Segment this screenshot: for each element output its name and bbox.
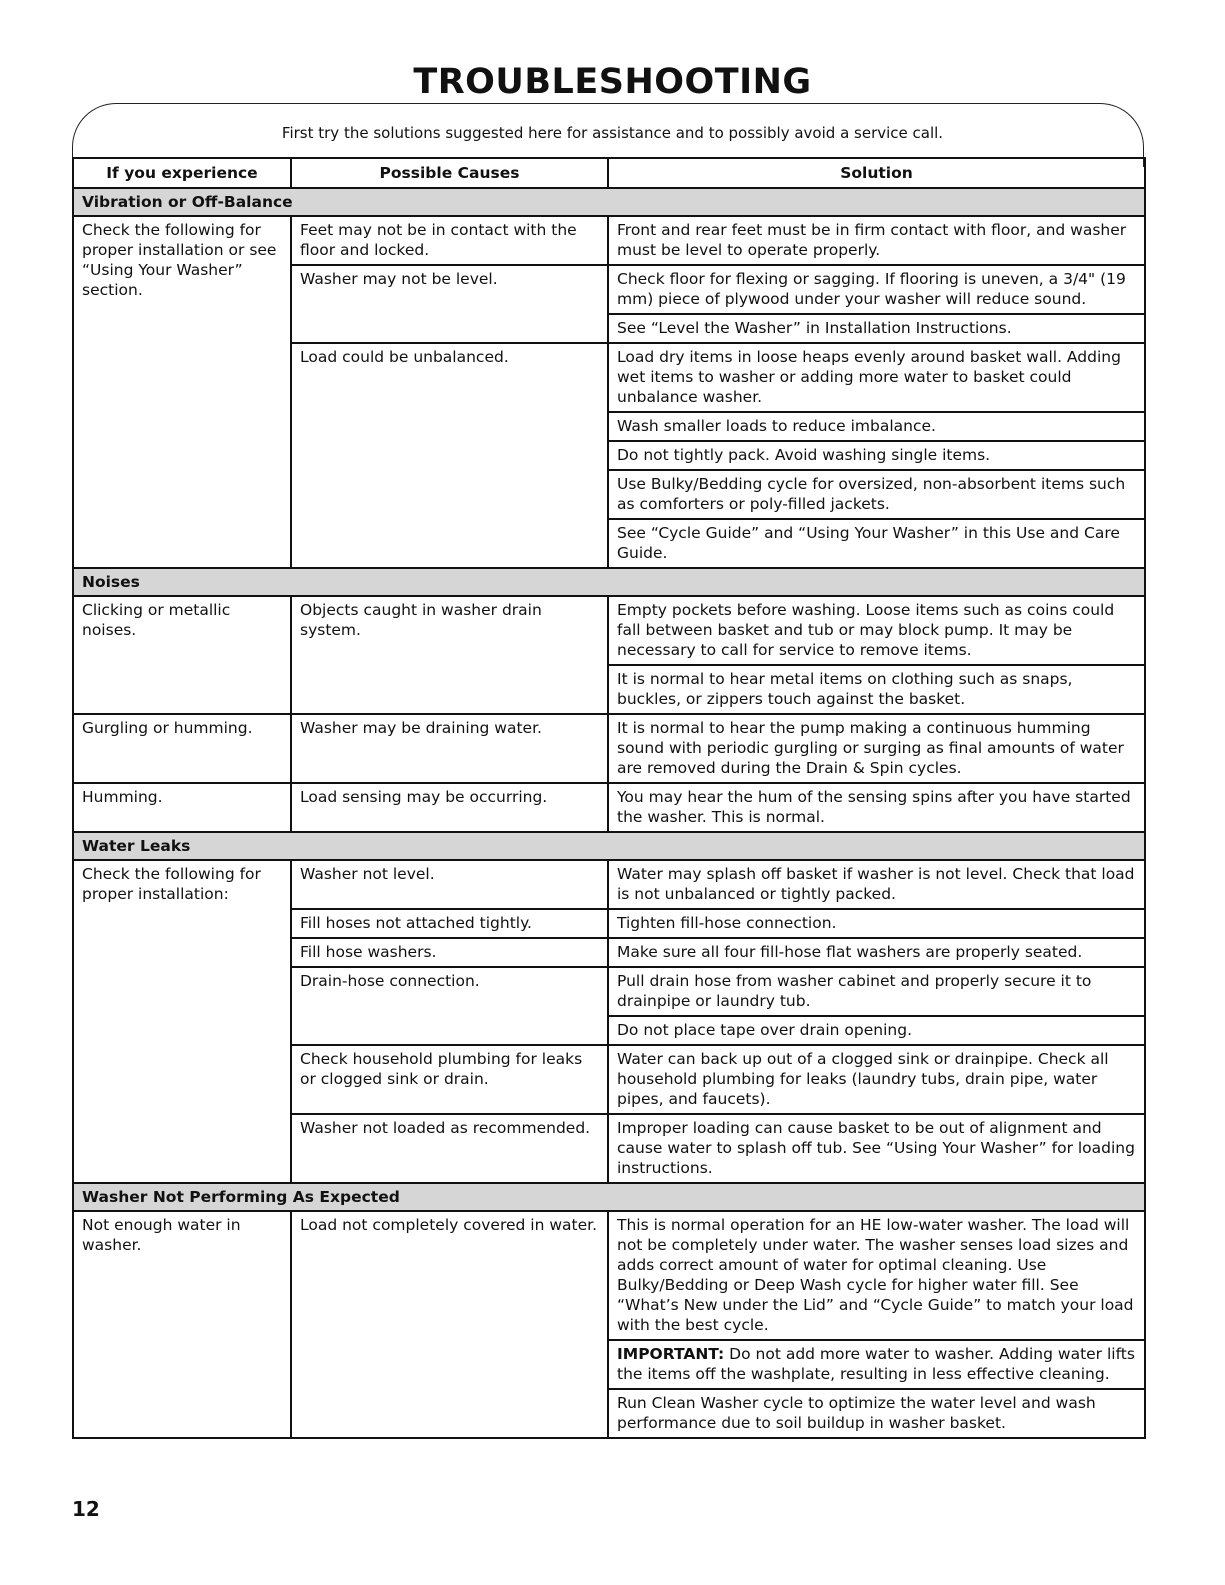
- problem-cell: Not enough water in washer.: [73, 1211, 291, 1438]
- table-row: [73, 783, 1145, 832]
- solution-cell: Water may splash off basket if washer is not level. Check that load is not unbalanced or tightly packed.: [608, 860, 1145, 909]
- table-row: [73, 860, 1145, 909]
- solution-cell: Use Bulky/Bedding cycle for oversized, non-absorbent items such as comforters or poly-filled jackets.: [608, 470, 1145, 519]
- solution-text: Do not add more water to washer. Adding water lifts the items off the washplate, resulting in less effective cleaning.: [617, 1345, 1135, 1383]
- solution-cell: It is normal to hear metal items on clothing such as snaps, buckles, or zippers touch against the basket.: [608, 665, 1145, 714]
- problem-cell: Check the following for proper installation or see “Using Your Washer” section.: [73, 216, 291, 568]
- section-title: Water Leaks: [73, 832, 1145, 860]
- solution-cell: See “Level the Washer” in Installation Instructions.: [608, 314, 1145, 343]
- cause-cell: Washer not level.: [291, 860, 608, 909]
- cause-cell: Drain-hose connection.: [291, 967, 608, 1045]
- section-row: [73, 832, 1145, 860]
- table-row: [73, 596, 1145, 665]
- cause-cell: Load could be unbalanced.: [291, 343, 608, 568]
- solution-cell: This is normal operation for an HE low-water washer. The load will not be completely under water. The washer senses load sizes and adds correct amount of water for optimal cleaning. Use Bulky/Bedding or Deep Wash cycle for higher water fill. See “What’s New under the Lid” and “Cycle Guide” to match your load with the best cycle.: [608, 1211, 1145, 1340]
- section-title: Vibration or Off-Balance: [73, 188, 1145, 216]
- intro-text: First try the solutions suggested here for assistance and to possibly avoid a service call.: [281, 124, 944, 142]
- section-title: Noises: [73, 568, 1145, 596]
- solution-cell: You may hear the hum of the sensing spins after you have started the washer. This is normal.: [608, 783, 1145, 832]
- section-row: [73, 1183, 1145, 1211]
- solution-cell: Make sure all four fill-hose flat washers are properly seated.: [608, 938, 1145, 967]
- problem-cell: Check the following for proper installation:: [73, 860, 291, 1183]
- solution-cell: Wash smaller loads to reduce imbalance.: [608, 412, 1145, 441]
- page-title: TROUBLESHOOTING: [413, 62, 812, 102]
- solution-cell: Check floor for flexing or sagging. If flooring is uneven, a 3/4" (19 mm) piece of plywood under your washer will reduce sound.: [608, 265, 1145, 314]
- header-solution: Solution: [608, 158, 1145, 188]
- solution-cell: Front and rear feet must be in firm contact with floor, and washer must be level to operate properly.: [608, 216, 1145, 265]
- table-row: [73, 1211, 1145, 1340]
- cause-cell: Feet may not be in contact with the floor and locked.: [291, 216, 608, 265]
- cause-cell: Washer not loaded as recommended.: [291, 1114, 608, 1183]
- solution-cell: See “Cycle Guide” and “Using Your Washer” in this Use and Care Guide.: [608, 519, 1145, 568]
- header-row: [73, 158, 1145, 188]
- problem-cell: Humming.: [73, 783, 291, 832]
- section-row: [73, 568, 1145, 596]
- solution-cell: Tighten fill-hose connection.: [608, 909, 1145, 938]
- table-row: [73, 216, 1145, 265]
- solution-cell: Do not place tape over drain opening.: [608, 1016, 1145, 1045]
- solution-cell: It is normal to hear the pump making a continuous humming sound with periodic gurgling or surging as final amounts of water are removed during the Drain & Spin cycles.: [608, 714, 1145, 783]
- solution-cell: Water can back up out of a clogged sink or drainpipe. Check all household plumbing for leaks (laundry tubs, drain pipe, water pipes, and faucets).: [608, 1045, 1145, 1114]
- solution-cell: [608, 1340, 1145, 1389]
- section-title: Washer Not Performing As Expected: [73, 1183, 1145, 1211]
- cause-cell: Washer may be draining water.: [291, 714, 608, 783]
- solution-cell: Pull drain hose from washer cabinet and properly secure it to drainpipe or laundry tub.: [608, 967, 1145, 1016]
- section-row: [73, 188, 1145, 216]
- header-causes: Possible Causes: [291, 158, 608, 188]
- solution-cell: Improper loading can cause basket to be out of alignment and cause water to splash off tub. See “Using Your Washer” for loading instructions.: [608, 1114, 1145, 1183]
- cause-cell: Check household plumbing for leaks or clogged sink or drain.: [291, 1045, 608, 1114]
- cause-cell: Fill hoses not attached tightly.: [291, 909, 608, 938]
- cause-cell: Washer may not be level.: [291, 265, 608, 343]
- problem-cell: Clicking or metallic noises.: [73, 596, 291, 714]
- troubleshooting-table: [72, 157, 1146, 1439]
- cause-cell: Load not completely covered in water.: [291, 1211, 608, 1438]
- solution-cell: Empty pockets before washing. Loose items such as coins could fall between basket and tub or may block pump. It may be necessary to call for service to remove items.: [608, 596, 1145, 665]
- header-experience: If you experience: [73, 158, 291, 188]
- cause-cell: Objects caught in washer drain system.: [291, 596, 608, 714]
- table-row: [73, 714, 1145, 783]
- solution-cell: Load dry items in loose heaps evenly around basket wall. Adding wet items to washer or adding more water to basket could unbalance washer.: [608, 343, 1145, 412]
- important-label: IMPORTANT:: [617, 1345, 725, 1363]
- solution-cell: Do not tightly pack. Avoid washing single items.: [608, 441, 1145, 470]
- cause-cell: Load sensing may be occurring.: [291, 783, 608, 832]
- solution-cell: Run Clean Washer cycle to optimize the water level and wash performance due to soil buildup in washer basket.: [608, 1389, 1145, 1438]
- cause-cell: Fill hose washers.: [291, 938, 608, 967]
- problem-cell: Gurgling or humming.: [73, 714, 291, 783]
- page-number: 12: [72, 1497, 100, 1521]
